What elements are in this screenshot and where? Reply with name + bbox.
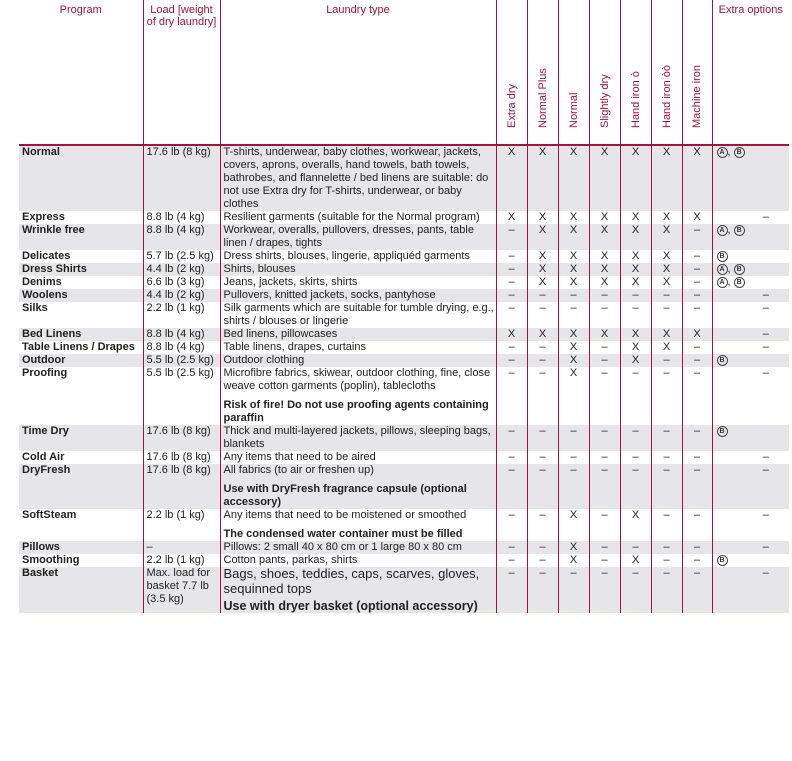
table-row [19,250,789,263]
dryness-mark: X [558,224,589,250]
dryness-mark: X [558,341,589,354]
program-load: 8.8 lb (4 kg) [143,341,220,354]
dryness-mark: – [682,289,712,302]
laundry-type-cell [220,425,496,451]
dryness-mark: – [527,451,558,464]
dryness-mark: – [620,464,651,509]
dryness-mark: X [589,263,620,276]
dryness-mark: X [558,541,589,554]
program-load: 5.5 lb (2.5 kg) [143,367,220,425]
dryness-mark: X [527,250,558,263]
table-header [19,0,789,145]
dryness-mark: – [496,451,527,464]
laundry-type-text: Resilient garments (suitable for the Normal program) [223,211,480,223]
option-b-icon: B [717,426,728,437]
dryness-mark: X [620,354,651,367]
laundry-type-cell [220,341,496,354]
table-row [19,425,789,451]
program-name: Delicates [22,250,71,262]
program-load: 5.5 lb (2.5 kg) [143,354,220,367]
dryness-mark: – [496,224,527,250]
laundry-type-cell [220,211,496,224]
laundry-type-text: Microfibre fabrics, skiwear, outdoor clothing, fine, close weave cotton garments (poplin), tablecloths [223,367,491,392]
extra-options-cell: – [712,567,789,613]
dryness-mark: – [651,451,682,464]
program-name: Smoothing [22,554,80,566]
header-extra-dry: Extra dry [496,0,527,145]
dryness-mark: X [589,224,620,250]
dryness-mark: X [651,224,682,250]
program-name: Table Linens / Drapes [22,341,135,353]
table-row [19,341,789,354]
laundry-type-text: All fabrics (to air or freshen up) [223,464,374,476]
dryness-mark: X [589,145,620,211]
dryness-mark: – [651,464,682,509]
dryness-mark: – [527,341,558,354]
dryness-mark: – [527,367,558,425]
dryness-mark: – [620,367,651,425]
table-row [19,464,789,509]
dryness-mark: X [620,211,651,224]
dryness-mark: X [558,263,589,276]
table-row [19,567,789,613]
program-load: 2.2 lb (1 kg) [143,554,220,567]
program-name: SoftSteam [22,509,77,521]
dryness-mark: X [651,263,682,276]
dryness-mark: X [527,211,558,224]
dryness-mark: X [558,367,589,425]
laundry-type-cell [220,354,496,367]
dryness-mark: X [589,328,620,341]
program-load: 17.6 lb (8 kg) [143,451,220,464]
program-name: Proofing [22,367,68,379]
option-b-icon: B [734,264,745,275]
dryness-mark: X [496,211,527,224]
dryness-mark: – [682,263,712,276]
dryness-mark: – [651,354,682,367]
dryness-mark: X [620,250,651,263]
extra-options-cell: – [712,211,789,224]
dryness-mark: X [589,276,620,289]
extra-options-cell: – [712,302,789,328]
dryness-mark: – [558,302,589,328]
laundry-type-cell [220,328,496,341]
dryness-mark: – [527,567,558,613]
dryness-mark: – [589,354,620,367]
dryness-mark: – [682,276,712,289]
dryness-mark: – [589,567,620,613]
header-normal-plus: Normal Plus [527,0,558,145]
dryness-mark: X [651,276,682,289]
dryness-mark: – [496,276,527,289]
dryness-mark: X [620,276,651,289]
dryness-mark: – [682,464,712,509]
dryness-mark: X [558,211,589,224]
dryness-mark: – [651,367,682,425]
laundry-type-cell [220,276,496,289]
dryness-mark: – [496,263,527,276]
dryness-mark: – [527,509,558,541]
dryness-mark: – [589,289,620,302]
dryness-mark: – [651,289,682,302]
dryness-mark: – [589,425,620,451]
dryness-mark: – [558,567,589,613]
option-a-icon: A [717,264,728,275]
table-row [19,509,789,541]
program-load: 4.4 lb (2 kg) [143,263,220,276]
dryness-mark: – [620,451,651,464]
dryness-mark: – [527,554,558,567]
table-row [19,554,789,567]
dryness-mark: X [558,354,589,367]
laundry-type-text: Outdoor clothing [223,354,305,366]
program-name: Basket [19,567,143,613]
laundry-type-cell [220,145,496,211]
dryness-mark: X [682,145,712,211]
dryness-mark: – [682,425,712,451]
dryness-mark: X [496,145,527,211]
dryness-mark: X [527,276,558,289]
dryness-mark: X [651,341,682,354]
laundry-type-cell [220,541,496,554]
extra-options-cell [712,354,789,367]
header-program: Program [19,0,143,145]
dryness-mark: – [527,289,558,302]
laundry-type-text: Bags, shoes, teddies, caps, scarves, gloves, sequinned tops [223,567,480,596]
program-load: 2.2 lb (1 kg) [143,509,220,541]
dryness-mark: X [558,276,589,289]
dryness-mark: X [620,263,651,276]
dryness-mark: X [558,554,589,567]
dryness-mark: X [527,263,558,276]
dryness-mark: – [682,341,712,354]
extra-options-cell [712,425,789,451]
dryness-mark: – [589,541,620,554]
option-b-icon: B [734,147,745,158]
option-b-icon: B [734,277,745,288]
dryness-mark: – [496,509,527,541]
extra-options-cell: – [712,289,789,302]
dryness-mark: – [496,367,527,425]
laundry-type-text: Table linens, drapes, curtains [223,341,366,353]
dryness-mark: X [620,554,651,567]
dryness-mark: X [651,328,682,341]
dryness-mark: – [589,509,620,541]
extra-options-cell: A , B [712,263,789,276]
extra-options-cell: A , B [712,224,789,250]
program-load: 17.6 lb (8 kg) [143,145,220,211]
laundry-type-cell [220,464,496,509]
laundry-type-text: Thick and multi-layered jackets, pillows, sleeping bags, blankets [223,425,491,450]
laundry-type-text: Pullovers, knitted jackets, socks, pantyhose [223,289,436,301]
table-row [19,224,789,250]
dryness-mark: – [527,302,558,328]
dryness-mark: – [496,354,527,367]
dryness-mark: – [682,302,712,328]
dryness-mark: – [558,451,589,464]
table-row [19,145,789,211]
dryness-mark: – [496,302,527,328]
dryness-mark: – [558,289,589,302]
table-row [19,328,789,341]
option-b-icon: B [734,225,745,236]
dryness-mark: – [496,341,527,354]
dryness-mark: – [682,509,712,541]
table-row [19,276,789,289]
dryness-mark: X [558,509,589,541]
dryness-mark: – [527,464,558,509]
dryness-mark: – [527,354,558,367]
dryness-mark: X [620,509,651,541]
laundry-type-cell [220,263,496,276]
laundry-type-text: Pillows: 2 small 40 x 80 cm or 1 large 80 x 80 cm [223,541,462,553]
dryness-mark: – [527,541,558,554]
program-load: 6.6 lb (3 kg) [143,276,220,289]
warning-note: Risk of fire! Do not use proofing agents containing paraffin [223,399,489,424]
laundry-type-text: Cotton pants, parkas, shirts [223,554,358,566]
dryness-mark: – [620,302,651,328]
table-row [19,541,789,554]
dryness-mark: X [589,211,620,224]
program-load: – [143,541,220,554]
dryness-mark: – [527,425,558,451]
dryness-mark: – [496,425,527,451]
laundry-type-cell [220,302,496,328]
warning-note: The condensed water container must be filled [223,528,463,540]
program-name: Woolens [19,289,143,302]
laundry-type-cell [220,289,496,302]
dryness-mark: X [620,145,651,211]
table-row [19,263,789,276]
laundry-type-cell [220,224,496,250]
laundry-type-cell [220,250,496,263]
dryness-mark: X [620,328,651,341]
program-load: 5.7 lb (2.5 kg) [143,250,220,263]
program-name: Pillows [19,541,143,554]
extra-options-cell: – [712,509,789,541]
program-name: Wrinkle free [19,224,143,250]
table-body [19,145,789,613]
program-name: Cold Air [22,451,65,463]
program-load: 2.2 lb (1 kg) [143,302,220,328]
option-b-icon: B [717,555,728,566]
laundry-type-text: Shirts, blouses [223,263,296,275]
option-a-icon: A [717,147,728,158]
dryness-mark: – [651,425,682,451]
table-row [19,289,789,302]
dryness-mark: – [589,451,620,464]
dryness-mark: X [651,145,682,211]
dryness-mark: – [682,250,712,263]
dryness-mark: X [558,250,589,263]
extra-options-cell [712,250,789,263]
header-load: Load [weight of dry laundry] [143,0,220,145]
dryness-mark: – [682,451,712,464]
dryness-mark: X [589,250,620,263]
program-name: Normal [19,145,143,211]
dryness-mark: – [651,554,682,567]
dryness-mark: X [558,145,589,211]
option-a-icon: A [717,225,728,236]
dryness-mark: – [620,567,651,613]
dryness-mark: – [682,554,712,567]
program-name: Silks [22,302,48,314]
dryness-mark: – [620,289,651,302]
program-name: Bed Linens [19,328,143,341]
dryness-mark: – [496,554,527,567]
extra-options-cell: – [712,328,789,341]
dryness-mark: – [682,567,712,613]
laundry-type-text: Workwear, overalls, pullovers, dresses, pants, table linen / drapes, tights [223,224,474,249]
dryness-mark: – [651,541,682,554]
laundry-type-cell [220,367,496,425]
dryness-mark: – [496,289,527,302]
program-name: Express [22,211,65,223]
extra-options-cell: A , B [712,276,789,289]
dryness-mark: – [682,367,712,425]
program-table [19,0,789,613]
dryness-mark: X [527,145,558,211]
laundry-type-text: Silk garments which are suitable for tumble drying, e.g., shirts / blouses or lingerie [223,302,494,327]
header-hand-iron-2: Hand iron òò [651,0,682,145]
dryness-mark: – [496,541,527,554]
dryness-mark: – [589,341,620,354]
dryness-mark: – [620,541,651,554]
program-name: Dress Shirts [19,263,143,276]
header-laundry-type: Laundry type [220,0,496,145]
laundry-type-cell [220,451,496,464]
dryness-mark: X [682,328,712,341]
program-load: Max. load for basket 7.7 lb (3.5 kg) [143,567,220,613]
option-b-icon: B [717,355,728,366]
program-load: 4.4 lb (2 kg) [143,289,220,302]
program-name: DryFresh [19,464,143,509]
dryness-mark: X [651,250,682,263]
table-row [19,354,789,367]
header-hand-iron-1: Hand iron ò [620,0,651,145]
header-machine-iron: Machine iron [682,0,712,145]
dryness-mark: X [682,211,712,224]
laundry-type-cell [220,554,496,567]
program-load: 8.8 lb (4 kg) [143,328,220,341]
program-load: 8.8 lb (4 kg) [143,224,220,250]
table-row [19,451,789,464]
dryness-mark: – [496,567,527,613]
dryness-mark: – [651,302,682,328]
program-name: Denims [22,276,62,288]
laundry-type-text: Any items that need to be aired [223,451,376,463]
table-row [19,302,789,328]
laundry-type-text: Bed linens, pillowcases [223,328,338,340]
dryness-mark: X [558,328,589,341]
dryness-mark: – [651,567,682,613]
dryness-mark: – [496,250,527,263]
dryness-mark: – [558,464,589,509]
dryness-mark: – [682,354,712,367]
program-load: 17.6 lb (8 kg) [143,425,220,451]
dryness-mark: – [682,224,712,250]
table-row [19,211,789,224]
dryness-mark: X [496,328,527,341]
dryness-mark: X [620,224,651,250]
program-name: Outdoor [19,354,143,367]
dryness-mark: X [527,224,558,250]
dryness-mark: – [496,464,527,509]
extra-options-cell: – [712,541,789,554]
extra-options-cell: – [712,341,789,354]
header-extra-options: Extra options [712,0,789,145]
dryness-mark: – [589,554,620,567]
dryness-mark: – [620,425,651,451]
extra-options-cell: – [712,367,789,425]
extra-options-cell: – [712,451,789,464]
dryness-mark: – [558,425,589,451]
dryness-mark: – [682,541,712,554]
dryness-mark: – [651,509,682,541]
dryness-mark: X [527,328,558,341]
laundry-type-text: T-shirts, underwear, baby clothes, workwear, jackets, covers, aprons, overalls, hand towels, bath towels, bathrobes, and flannelette / bed linens are suitable: do not use Extra dry for T-shirts, underwear, or baby clothes [223,146,489,210]
warning-note: Use with DryFresh fragrance capsule (optional accessory) [223,483,467,508]
table-row [19,367,789,425]
extra-options-cell [712,554,789,567]
program-load: 17.6 lb (8 kg) [143,464,220,509]
extra-options-cell: – [712,464,789,509]
dryness-mark: – [589,464,620,509]
header-slightly-dry: Slightly dry [589,0,620,145]
warning-note: Use with dryer basket (optional accessory) [223,599,478,613]
option-b-icon: B [717,251,728,262]
laundry-type-cell [220,509,496,541]
extra-options-cell: A , B [712,145,789,211]
dryness-mark: – [589,367,620,425]
option-a-icon: A [717,277,728,288]
dryness-mark: – [589,302,620,328]
laundry-type-text: Any items that need to be moistened or smoothed [223,509,467,521]
dryness-mark: X [651,211,682,224]
laundry-type-text: Dress shirts, blouses, lingerie, appliquéd garments [223,250,470,262]
laundry-type-cell [220,567,496,613]
laundry-type-text: Jeans, jackets, skirts, shirts [223,276,358,288]
program-name: Time Dry [19,425,143,451]
program-load: 8.8 lb (4 kg) [143,211,220,224]
header-normal: Normal [558,0,589,145]
dryness-mark: X [620,341,651,354]
